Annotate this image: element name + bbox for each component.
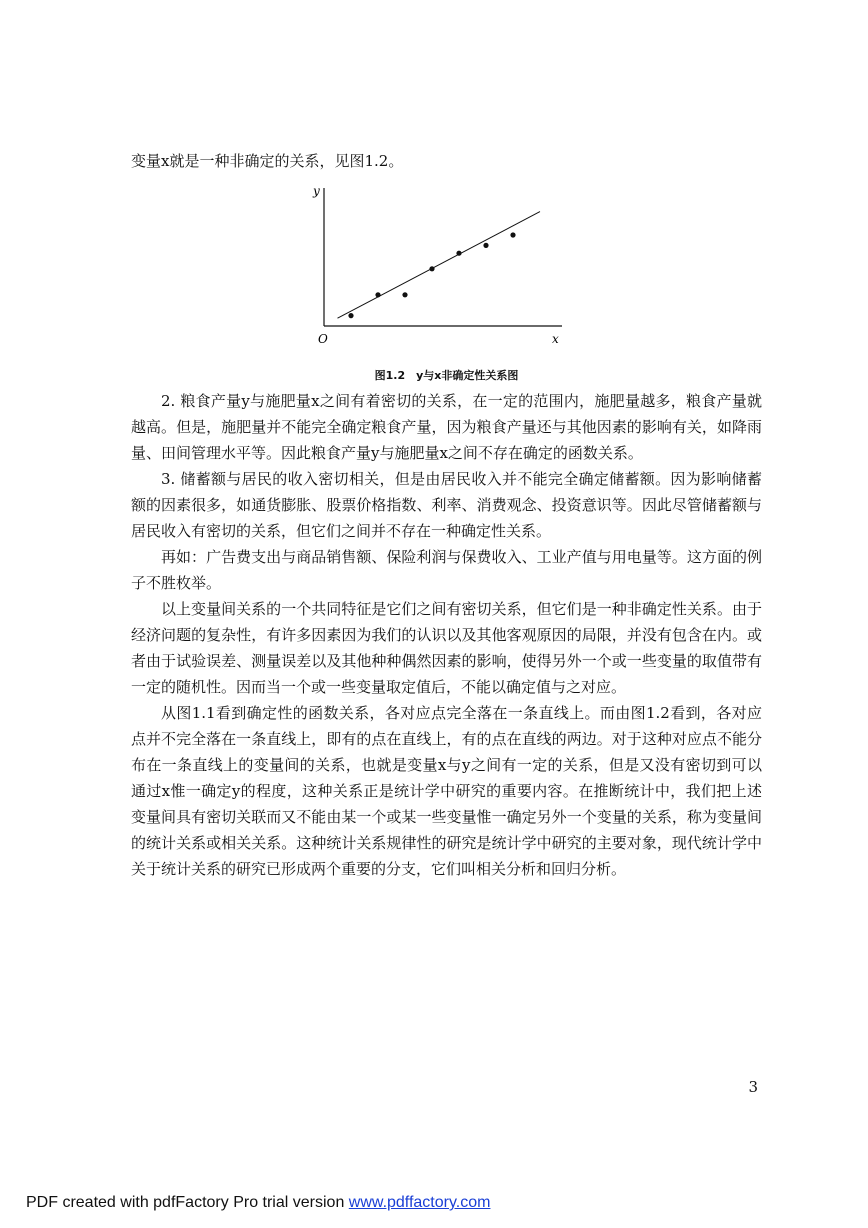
paragraph-item-3: 3. 储蓄额与居民的收入密切相关，但是由居民收入并不能完全确定储蓄额。因为影响储蓄额的因素很多，如通货膨胀、股票价格指数、利率、消费观念、投资意识等。因此尽管储蓄额与居民收入有密切的关系，但它们之间并不存在一种确定性关系。 <box>131 470 762 540</box>
pdffactory-link[interactable]: www.pdffactory.com <box>348 1194 491 1211</box>
scatter-point <box>402 292 407 297</box>
intro-text-block <box>131 148 762 174</box>
pdf-footer <box>26 1194 490 1212</box>
scatter-point <box>348 313 353 318</box>
paragraph-examples: 再如：广告费支出与商品销售额、保险利润与保费收入、工业产值与用电量等。这方面的例子不胜枚举。 <box>131 548 762 592</box>
scatter-point <box>429 266 434 271</box>
paragraph-statistical-relation: 从图1.1看到确定性的函数关系，各对应点完全落在一条直线上。而由图1.2看到，各对应点并不完全落在一条直线上，即有的点在直线上，有的点在直线的两边。对于这种对应点不能分布在一条直线上的变量间的关系，也就是变量x与y之间有一定的关系，但是又没有密切到可以通过x惟一确定y的程度，这种关系正是统计学中研究的重要内容。在推断统计中，我们把上述变量间具有密切关联而又不能由某一个或某一些变量惟一确定另外一个变量的关系，称为变量间的统计关系或相关关系。这种统计关系规律性的研究是统计学中研究的主要对象，现代统计学中关于统计关系的研究已形成两个重要的分支，它们叫相关分析和回归分析。 <box>131 704 762 878</box>
page-number: 3 <box>748 1078 758 1096</box>
figure-caption: 图1.2 y与x非确定性关系图 <box>374 369 519 382</box>
intro-paragraph: 变量x就是一种非确定的关系，见图1.2。 <box>131 152 404 170</box>
origin-label: O <box>318 332 328 346</box>
x-axis-label: x <box>552 332 559 346</box>
scatter-points <box>348 232 515 318</box>
trend-line <box>338 212 541 319</box>
body-text-block <box>131 388 762 882</box>
scatter-point <box>456 251 461 256</box>
scatter-point <box>510 232 515 237</box>
y-axis-label: y <box>313 184 320 198</box>
scatter-point <box>375 292 380 297</box>
scatter-point <box>483 243 488 248</box>
paragraph-item-2: 2. 粮食产量y与施肥量x之间有着密切的关系，在一定的范围内，施肥量越多，粮食产量就越高。但是，施肥量并不能完全确定粮食产量，因为粮食产量还与其他因素的影响有关，如降雨量、田间管理水平等。因此粮食产量y与施肥量x之间不存在确定的函数关系。 <box>131 392 762 462</box>
scatter-figure <box>300 180 580 350</box>
paragraph-common-feature: 以上变量间关系的一个共同特征是它们之间有密切关系，但它们是一种非确定性关系。由于经济问题的复杂性，有许多因素因为我们的认识以及其他客观原因的局限，并没有包含在内。或者由于试验误差、测量误差以及其他种种偶然因素的影响，使得另外一个或一些变量的取值带有一定的随机性。因而当一个或一些变量取定值后，不能以确定值与之对应。 <box>131 600 762 696</box>
footer-text: PDF created with pdfFactory Pro trial version <box>26 1194 349 1211</box>
